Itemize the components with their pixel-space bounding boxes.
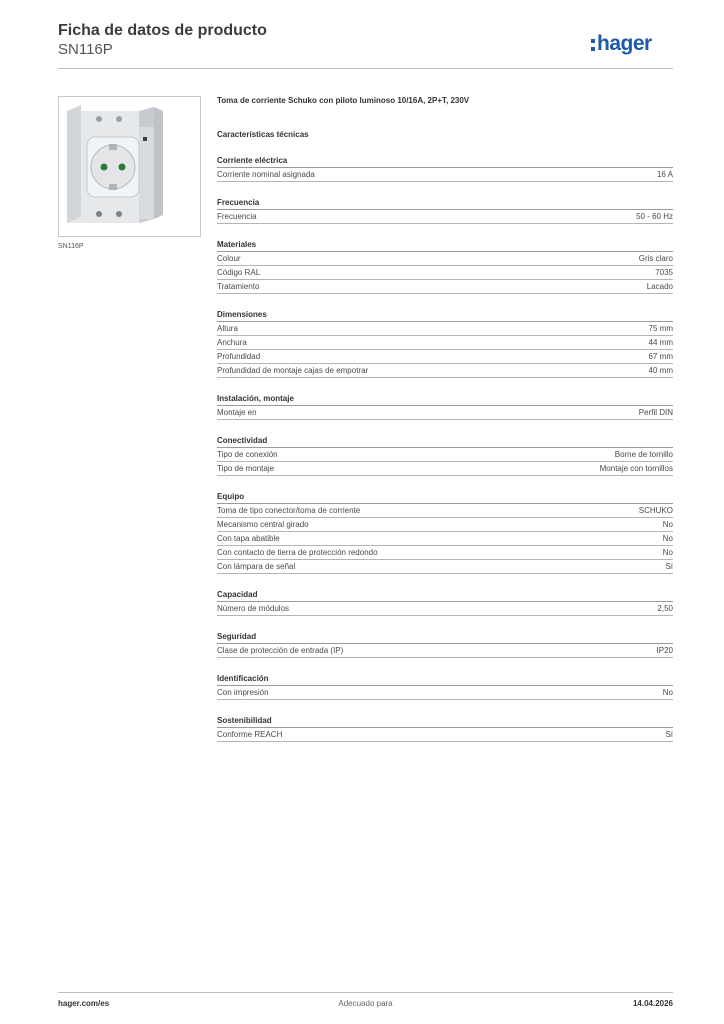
spec-label: Número de módulos (217, 604, 290, 613)
section-title: Identificación (217, 674, 673, 686)
product-specs (217, 96, 673, 742)
spec-value: No (662, 548, 673, 557)
spec-section (217, 716, 673, 742)
section-title: Equipo (217, 492, 673, 504)
spec-row (217, 448, 673, 462)
section-title: Corriente eléctrica (217, 156, 673, 168)
spec-row (217, 728, 673, 742)
spec-label: Con contacto de tierra de protección redondo (217, 548, 378, 557)
page-footer (58, 992, 673, 1012)
image-caption: SN116P (58, 243, 84, 250)
spec-section (217, 310, 673, 378)
spec-label: Frecuencia (217, 212, 257, 221)
spec-row (217, 532, 673, 546)
spec-row (217, 644, 673, 658)
spec-section (217, 394, 673, 420)
hager-logo (591, 28, 673, 56)
spec-row (217, 322, 673, 336)
section-title: Materiales (217, 240, 673, 252)
spec-row (217, 686, 673, 700)
svg-text:hager: hager (597, 32, 652, 55)
spec-value: No (662, 688, 673, 697)
spec-label: Profundidad (217, 352, 261, 361)
spec-value: 44 mm (648, 338, 673, 347)
spec-label: Anchura (217, 338, 247, 347)
section-title: Conectividad (217, 436, 673, 448)
spec-value: 67 mm (648, 352, 673, 361)
spec-label: Conforme REACH (217, 730, 283, 739)
spec-value: No (662, 534, 673, 543)
spec-row (217, 602, 673, 616)
spec-value: SCHUKO (638, 506, 673, 515)
section-title: Frecuencia (217, 198, 673, 210)
section-title: Seguridad (217, 632, 673, 644)
spec-value: IP20 (656, 646, 673, 655)
spec-row (217, 364, 673, 378)
document-title: Ficha de datos de producto (58, 22, 267, 39)
spec-sections (217, 156, 673, 742)
section-title: Sostenibilidad (217, 716, 673, 728)
spec-section (217, 632, 673, 658)
page-header (58, 20, 673, 70)
spec-label: Montaje en (217, 408, 257, 417)
spec-value: Montaje con tornillos (599, 464, 673, 473)
spec-section (217, 240, 673, 294)
technical-characteristics-heading: Características técnicas (217, 130, 309, 139)
spec-value: No (662, 520, 673, 529)
spec-row (217, 266, 673, 280)
spec-label: Código RAL (217, 268, 261, 277)
spec-row (217, 546, 673, 560)
spec-row (217, 350, 673, 364)
spec-row (217, 560, 673, 574)
spec-row (217, 252, 673, 266)
spec-value: 16 A (656, 170, 673, 179)
spec-section (217, 674, 673, 700)
spec-label: Mecanismo central girado (217, 520, 309, 529)
spec-value: 75 mm (648, 324, 673, 333)
spec-value: Perfil DIN (638, 408, 673, 417)
section-title: Dimensiones (217, 310, 673, 322)
spec-value: Borne de tornillo (614, 450, 673, 459)
spec-section (217, 492, 673, 574)
spec-section (217, 590, 673, 616)
footer-website: hager.com/es (58, 999, 110, 1008)
spec-row (217, 168, 673, 182)
spec-label: Colour (217, 254, 241, 263)
spec-section (217, 436, 673, 476)
spec-row (217, 406, 673, 420)
spec-value: 2,50 (657, 604, 673, 613)
spec-label: Con impresión (217, 688, 269, 697)
spec-row (217, 280, 673, 294)
spec-label: Corriente nominal asignada (217, 170, 315, 179)
spec-label: Clase de protección de entrada (IP) (217, 646, 344, 655)
product-image (58, 96, 201, 237)
spec-label: Con lámpara de señal (217, 562, 296, 571)
spec-row (217, 518, 673, 532)
spec-label: Con tapa abatible (217, 534, 280, 543)
spec-row (217, 336, 673, 350)
spec-value: Gris claro (638, 254, 673, 263)
spec-label: Toma de tipo conector/toma de corriente (217, 506, 361, 515)
spec-label: Tipo de conexión (217, 450, 278, 459)
spec-row (217, 210, 673, 224)
footer-divider (58, 992, 673, 993)
spec-label: Altura (217, 324, 238, 333)
product-description: Toma de corriente Schuko con piloto luminoso 10/16A, 2P+T, 230V (217, 96, 470, 105)
spec-label: Profundidad de montaje cajas de empotrar (217, 366, 369, 375)
spec-section (217, 156, 673, 182)
spec-value: Sí (665, 562, 673, 571)
spec-value: 7035 (655, 268, 673, 277)
spec-value: 50 - 60 Hz (636, 212, 673, 221)
section-title: Capacidad (217, 590, 673, 602)
spec-label: Tratamiento (217, 282, 260, 291)
header-divider (58, 68, 673, 69)
footer-note: Adecuado para (338, 999, 393, 1008)
spec-label: Tipo de montaje (217, 464, 275, 473)
spec-value: Lacado (646, 282, 673, 291)
spec-value: Sí (665, 730, 673, 739)
spec-row (217, 504, 673, 518)
section-title: Instalación, montaje (217, 394, 673, 406)
product-reference: SN116P (58, 41, 113, 58)
schuko-socket-icon (59, 97, 200, 236)
footer-date: 14.04.2026 (632, 999, 673, 1008)
spec-row (217, 462, 673, 476)
spec-section (217, 198, 673, 224)
spec-value: 40 mm (648, 366, 673, 375)
